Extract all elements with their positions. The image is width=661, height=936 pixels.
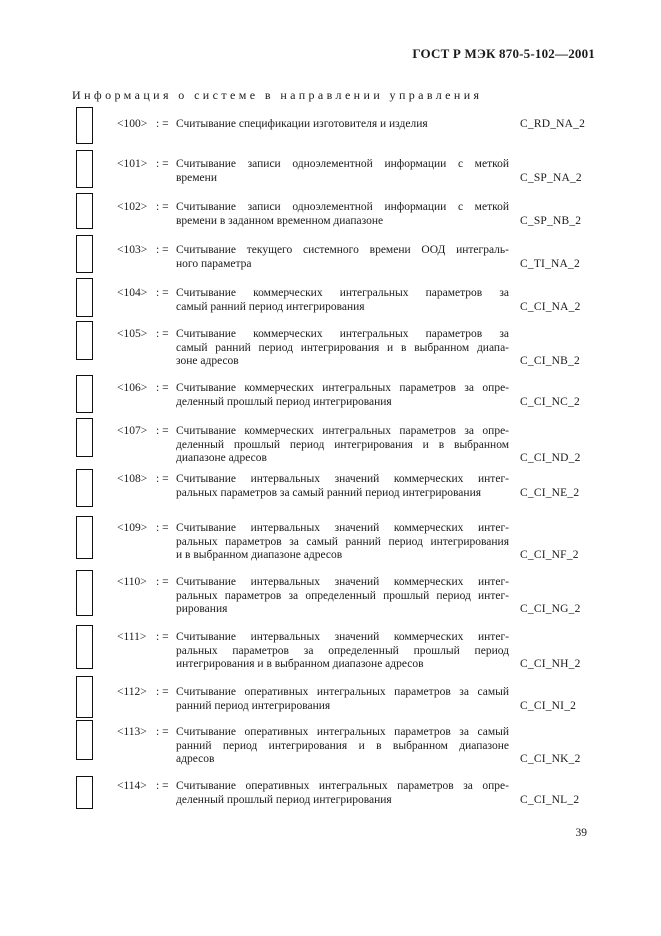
description-line: ральных параметров за определенный прошлый период — [176, 644, 509, 657]
assign-symbol: : = — [156, 522, 169, 534]
checkbox-frame[interactable] — [76, 107, 93, 144]
item-code: <107> — [117, 425, 148, 437]
item-identifier: C_SP_NA_2 — [520, 171, 582, 184]
description-line: ного параметра — [176, 257, 252, 270]
description-line: ранний период интегрирования — [176, 699, 331, 712]
description-line: Считывание интервальных значений коммерческих интег- — [176, 522, 509, 534]
assign-symbol: : = — [156, 473, 169, 485]
description-line: диапазоне адресов — [176, 452, 267, 464]
assign-symbol: : = — [156, 631, 169, 643]
item-code: <105> — [117, 328, 148, 340]
item-description — [176, 382, 509, 409]
description-line: адресов — [176, 753, 215, 765]
description-line: Считывание коммерческих интегральных параметров за — [176, 287, 509, 299]
description-line: деленный прошлый период интегрирования и в выбранном — [176, 438, 509, 451]
item-identifier: C_RD_NA_2 — [520, 118, 586, 130]
checkbox-frame[interactable] — [76, 516, 93, 559]
item-description — [176, 118, 509, 132]
assign-symbol: : = — [156, 201, 169, 213]
item-code: <110> — [117, 576, 147, 588]
description-line: Считывание интервальных значений коммерческих интег- — [176, 576, 509, 588]
checkbox-frame[interactable] — [76, 720, 93, 760]
item-code: <102> — [117, 201, 148, 213]
description-line: времени — [176, 171, 217, 184]
description-line: времени в заданном временном диапазоне — [176, 214, 384, 227]
item-identifier: C_CI_NE_2 — [520, 486, 580, 499]
item-description — [176, 631, 509, 672]
checkbox-frame[interactable] — [76, 676, 93, 718]
description-line: ранний период интегрирования и в выбранном диапазоне — [176, 739, 509, 752]
description-line: деленный прошлый период интегрирования — [176, 395, 392, 408]
item-identifier: C_CI_NI_2 — [520, 699, 577, 712]
description-line: ральных параметров за самый ранний период интегрирования — [176, 486, 482, 499]
assign-symbol: : = — [156, 780, 169, 792]
assign-symbol: : = — [156, 686, 169, 698]
assign-symbol: : = — [156, 158, 169, 170]
item-identifier: C_SP_NB_2 — [520, 214, 582, 227]
item-description — [176, 726, 509, 767]
item-code: <101> — [117, 158, 148, 170]
item-identifier: C_CI_NH_2 — [520, 658, 581, 670]
checkbox-frame[interactable] — [76, 235, 93, 273]
checkbox-frame[interactable] — [76, 278, 93, 317]
item-description — [176, 780, 509, 807]
description-line: ральных параметров за самый ранний период интегрирования — [176, 535, 509, 548]
description-line: Считывание текущего системного времени ООД интеграль- — [176, 244, 509, 256]
item-code: <104> — [117, 287, 148, 299]
description-line: Считывание коммерческих интегральных параметров за опре- — [176, 382, 509, 394]
description-line: самый ранний период интегрирования — [176, 300, 365, 313]
assign-symbol: : = — [156, 726, 169, 738]
assign-symbol: : = — [156, 287, 169, 299]
item-identifier: C_CI_NL_2 — [520, 793, 580, 806]
item-description — [176, 576, 509, 617]
item-code: <114> — [117, 780, 147, 792]
item-code: <111> — [117, 631, 147, 643]
item-code: <112> — [117, 686, 147, 698]
checkbox-frame[interactable] — [76, 776, 93, 809]
description-line: Считывание записи одноэлементной информации с меткой — [176, 158, 509, 170]
checkbox-frame[interactable] — [76, 418, 93, 457]
description-line: зоне адресов — [176, 355, 239, 367]
item-description — [176, 201, 509, 228]
assign-symbol: : = — [156, 576, 169, 588]
item-description — [176, 287, 509, 314]
description-line: Считывание оперативных интегральных параметров за самый — [176, 686, 509, 698]
description-line: Считывание интервальных значений коммерческих интег- — [176, 473, 509, 485]
item-identifier: C_CI_NG_2 — [520, 603, 581, 615]
checkbox-frame[interactable] — [76, 321, 93, 360]
item-description — [176, 244, 509, 271]
item-identifier: C_CI_NA_2 — [520, 300, 581, 313]
item-identifier: C_CI_NK_2 — [520, 753, 581, 765]
item-identifier: C_CI_NB_2 — [520, 355, 580, 367]
assign-symbol: : = — [156, 425, 169, 437]
assign-symbol: : = — [156, 328, 169, 340]
description-line: Считывание коммерческих интегральных параметров за — [176, 328, 509, 340]
document-header: ГОСТ Р МЭК 870-5-102—2001 — [412, 46, 595, 61]
item-description — [176, 425, 509, 466]
checkbox-frame[interactable] — [76, 625, 93, 669]
checkbox-frame[interactable] — [76, 375, 93, 413]
assign-symbol: : = — [156, 244, 169, 256]
item-identifier: C_CI_NF_2 — [520, 549, 579, 561]
item-description — [176, 328, 509, 369]
description-line: Считывание записи одноэлементной информации с меткой — [176, 201, 509, 213]
item-code: <109> — [117, 522, 148, 534]
description-line: Считывание интервальных значений коммерческих интег- — [176, 631, 509, 643]
checkbox-frame[interactable] — [76, 469, 93, 507]
item-code: <103> — [117, 244, 148, 256]
description-line: рирования — [176, 603, 228, 615]
description-line: деленный прошлый период интегрирования — [176, 793, 392, 806]
description-line: и в выбранном диапазоне адресов — [176, 549, 343, 561]
item-code: <108> — [117, 473, 148, 485]
description-line: Считывание оперативных интегральных параметров за опре- — [176, 780, 509, 792]
description-line: самый ранний период интегрирования и в выбранном диапа- — [176, 341, 509, 354]
item-identifier: C_CI_NC_2 — [520, 395, 580, 408]
assign-symbol: : = — [156, 382, 169, 394]
checkbox-frame[interactable] — [76, 150, 93, 188]
assign-symbol: : = — [156, 118, 169, 130]
item-code: <113> — [117, 726, 147, 738]
description-line: ральных параметров за определенный прошлый период интег- — [176, 589, 509, 602]
item-code: <100> — [117, 118, 148, 130]
item-code: <106> — [117, 382, 148, 394]
item-identifier: C_TI_NA_2 — [520, 257, 580, 270]
item-description — [176, 473, 509, 500]
checkbox-frame[interactable] — [76, 570, 93, 616]
checkbox-frame[interactable] — [76, 193, 93, 229]
description-line: Считывание спецификации изготовителя и изделия — [176, 118, 428, 130]
description-line: интегрирования и в выбранном диапазоне адресов — [176, 658, 424, 670]
item-description — [176, 158, 509, 185]
item-identifier: C_CI_ND_2 — [520, 452, 581, 464]
section-title: Информация о системе в направлении управления — [72, 88, 483, 102]
page-number: 39 — [575, 827, 587, 839]
description-line: Считывание оперативных интегральных параметров за самый — [176, 726, 509, 738]
description-line: Считывание коммерческих интегральных параметров за опре- — [176, 425, 509, 437]
item-description — [176, 522, 509, 563]
item-description — [176, 686, 509, 713]
